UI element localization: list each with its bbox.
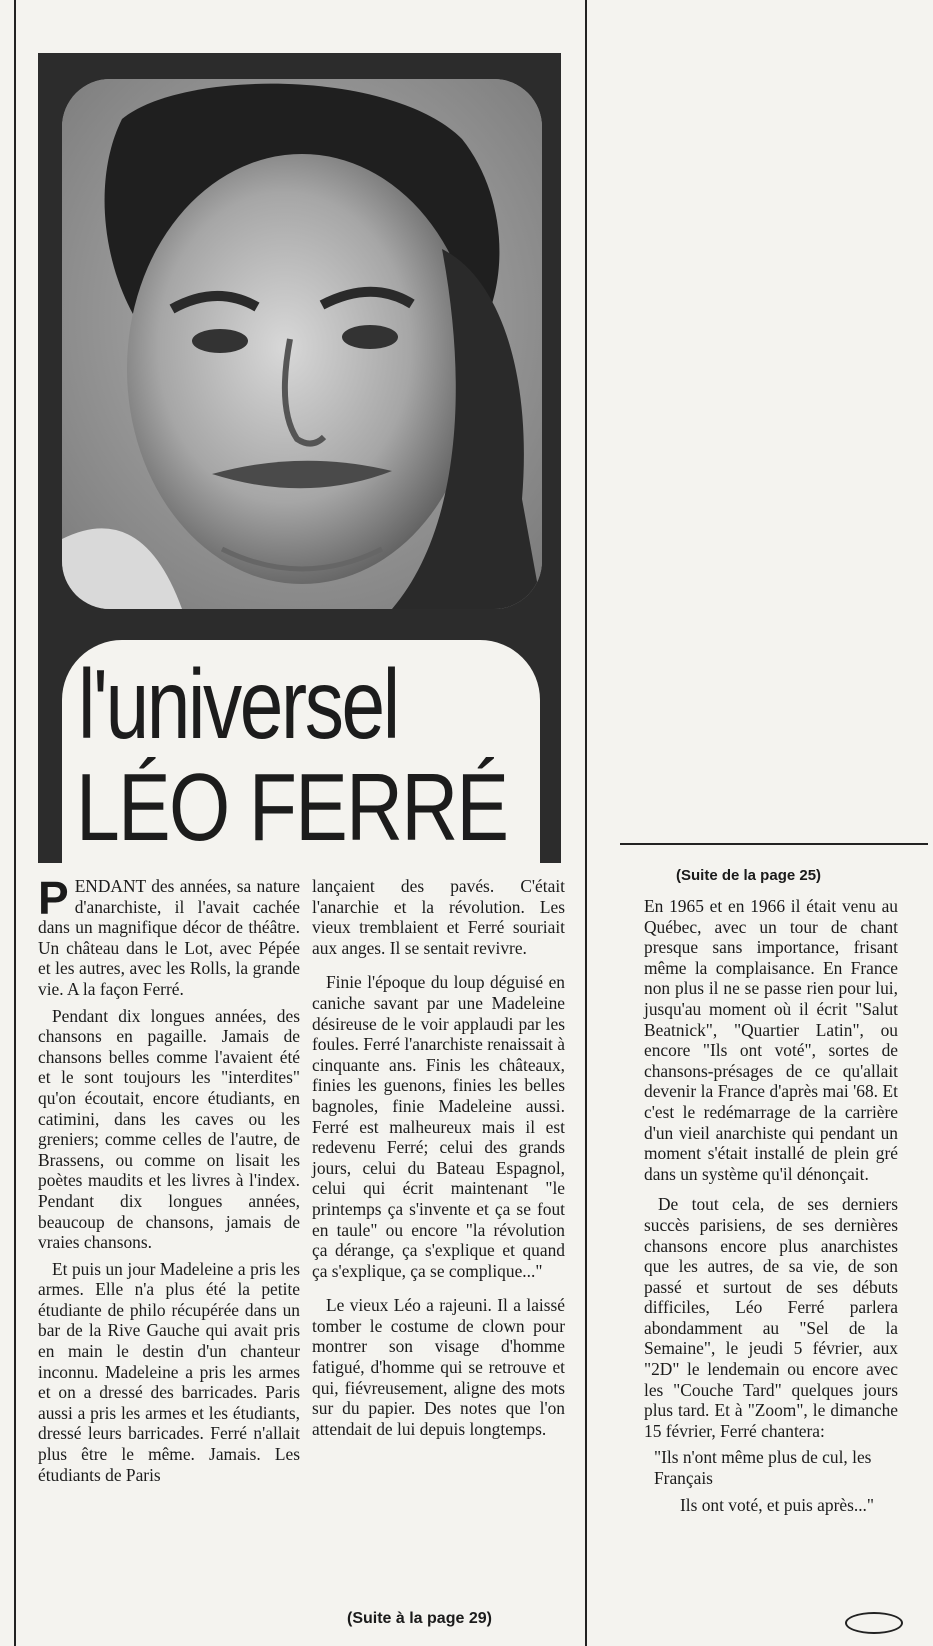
paragraph: Pendant dix longues années, des chansons en pagaille. Jamais de chansons belles comme l'avaient été et le sont toujours les "interdites" qu'on écoutait, encore étudiants, en catimini, dans les caves ou les greniers; comme celles de l'autre, de Brassens, ou comme on lisait les poètes maudits et les livres à l'index. Pendant dix longues années, beaucoup de chansons, jamais de vraies chansons. xyxy=(38,1005,300,1253)
song-quote-line-1: "Ils n'ont même plus de cul, les Français xyxy=(654,1447,872,1489)
song-quote-line-2: Ils ont voté, et puis après..." xyxy=(679,1494,874,1515)
continued-from-label: (Suite de la page 25) xyxy=(676,867,822,884)
drop-cap: P xyxy=(38,872,69,924)
article-column-3 xyxy=(644,896,898,1515)
paragraph: En 1965 et en 1966 il était venu au Québec, avec un tour de chant presque sans importance, frisant même la complaisance. En France non plus il ne se passe rien pour lui, jusqu'au moment où il écrit "Salut Beatnick", "Quartier Latin", ou encore "Ils ont voté", sortes de chansons-présages de ce qu'allait devenir la France d'après mai '68. Et c'est le redémarrage de la carrière d'un vieil anarchiste qui pendant un moment s'était installé de plein gré dans un système qu'il dénonçait. xyxy=(644,896,898,1184)
paragraph: De tout cela, de ses derniers succès parisiens, de ses dernières chansons encore plus anarchistes que les autres, de sa vie, de son passé et surtout de ses débuts difficiles, Léo Ferré parlera abondamment au "Sel de la Semaine", le jeudi 5 février, aux "2D" le lendemain ou encore avec les "Couche Tard" quelques jours plus tard. Et à "Zoom", le dimanche 15 février, Ferré chantera: xyxy=(644,1194,898,1441)
left-column-rule xyxy=(14,0,16,1646)
paragraph: Le vieux Léo a rajeuni. Il a laissé tomber le costume de clown pour montrer son visage d'homme fatigué, d'homme qui se retrouve et qui, fiévreusement, aligne des mots sur du papier. Des notes que l'on attendait de lui depuis longtemps. xyxy=(312,1295,565,1439)
paragraph-text: ENDANT des années, sa nature d'anarchiste, il l'avait cachée dans un magnifique décor de théâtre. Un château dans le Lot, avec Pépée et les autres, avec les Rolls, la grande vie. A la façon Ferré. xyxy=(38,876,300,999)
man-portrait-icon xyxy=(62,79,542,609)
paragraph: lançaient des pavés. C'était l'anarchie et la révolution. Les vieux tremblaient et Ferré souriait aux anges. Il se sentait revivre. xyxy=(312,876,565,958)
portrait-photo xyxy=(62,79,542,609)
headline-line-2: LÉO FERRÉ xyxy=(76,754,508,861)
article-column-1 xyxy=(38,872,300,1491)
paragraph: Finie l'époque du loup déguisé en caniche savant par une Madeleine désireuse de le voir applaudi par les foules. Ferré l'anarchiste renaissait à cinquante ans. Finis les châteaux, finies les guenons, finies les belles bagnoles, finie Madeleine aussi. Ferré est malheureux mais il est redevenu Ferré; celui des grands jours, celui du Bateau Espagnol, celui qui écrit maintenant "le printemps ça s'invente et ça se fout en taule" ou encore "la révolution ça dérange, ça s'explique et quand ça s'explique, ça se complique..." xyxy=(312,972,565,1281)
paragraph: Et puis un jour Madeleine a pris les armes. Elle n'a plus été la petite étudiante de philo récupérée dans un bar de la Rive Gauche qui avait pris en main le destin d'un chanteur inconnu. Madeleine a pris les armes et on a dressé des barricades. Paris aussi a pris les armes et les étudiants, dressé leurs barricades. Ferré n'allait plus être le même. Jamais. Les étudiants de Paris xyxy=(38,1258,300,1485)
middle-column-rule xyxy=(585,0,587,1646)
continued-on-label: (Suite à la page 29) xyxy=(347,1610,492,1627)
paragraph xyxy=(38,872,300,1000)
column-3-top-rule xyxy=(620,843,928,845)
headline-line-1: l'universel xyxy=(78,649,398,759)
article-column-2 xyxy=(312,876,565,1445)
oval-end-mark-icon xyxy=(845,1612,903,1634)
